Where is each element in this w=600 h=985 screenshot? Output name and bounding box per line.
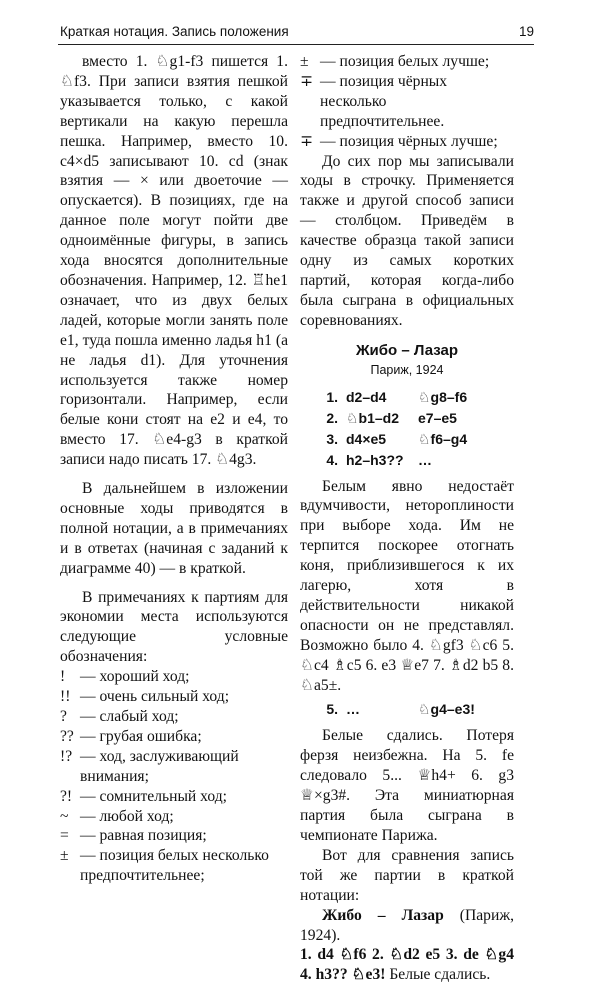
paragraph-column-notation: До сих пор мы записывали ходы в строчку. Применяется также и другой способ записи — столбцом. Приведём в качестве образца такой записи одну из самых коротких партий, которая когда-либо была сыграна в официальных соревнованиях. [300,152,514,329]
move-table [300,387,514,471]
symbol-list [60,667,288,886]
move-row: 1. d2–d4 ♘g8–f6 [326,388,468,405]
game-title: Жибо – Лазар [355,341,459,359]
running-title: Краткая нотация. Запись положения [60,24,289,39]
symbol-item: ~ — любой ход; [60,807,174,825]
short-game-result: Белые сдались. [385,966,491,984]
symbol-item: = — равная позиция; [60,827,207,845]
move-row: 2. ♘b1–d2 e7–e5 [326,409,457,426]
symbol-item: ? — слабый ход; [60,708,179,725]
symbol-item: !! — очень сильный ход; [60,688,230,706]
move-row: 3. d4×e5 ♘f6–g4 [326,430,468,447]
symbol-item: ± — позиция белых несколько предпочтительнее; [60,847,269,885]
symbol-item: ± — позиция белых лучше; [300,53,490,70]
paragraph-resignation: Белые сдались. Потеря ферзя неизбежна. На 5. fe следовало 5... ♕h4+ 6. g3 ♕×g3#. Эта миниатюрная партия была сыграна в чемпионате Парижа. [300,727,514,844]
paragraph-symbols-intro: В примечаниях к партиям для экономии места используются следующие условные обозначения: [60,588,288,666]
paragraph-comparison: Вот для сравнения запись той же партии в краткой нотации: [300,846,514,904]
symbol-item: ∓ — позиция чёрных лучше; [300,132,498,150]
paragraph-short-game [300,945,514,985]
symbol-item: !? — ход, заслуживающий внимания; [60,747,239,785]
game-place: Париж, 1924 [370,362,444,377]
game-ref-players: Жибо – Лазар [322,906,444,924]
move-row: 4. h2–h3?? … [326,451,432,468]
symbol-item: ∓ — позиция чёрных несколько предпочтительнее. [300,72,448,130]
paragraph-short-notation: вместо 1. ♘g1-f3 пишется 1. ♘f3. При записи взятия пешкой указывается только, с какой вертикали на какую перешла пешка. Например, вместо 10. c4×d5 записывают 10. cd (знак взятия — × или двоеточие — опускается). В позициях, где на данное поле могут пойти две одноимённые фигуры, в запись хода вносятся дополнительные обозначения. Например, 12. ♖he1 означает, что из двух белых ладей, которые могли занять поле e1, туда пошла именно ладья h1 (а не ладья d1). Для уточнения используется также номер горизонтали. Например, если белые кони стоят на e2 и e4, то вместо 17. ♘e4-g3 в краткой записи надо писать 17. ♘4g3. [60,53,288,469]
short-game-moves: 1. d4 ♘f6 2. ♘d2 e5 3. de ♘g4 4. h3?? ♘e3! [300,946,514,984]
move-row: 5. … ♘g4–e3! [326,701,475,718]
paragraph-further: В дальнейшем в изложении основные ходы приводятся в полной нотации, а в примечаниях и в ответах (начиная с заданий к диаграмме 40) — в краткой. [60,480,288,577]
symbol-item: ?? — грубая ошибка; [60,727,202,745]
page-number: 19 [518,24,534,39]
paragraph-commentary: Белым явно недостаёт вдумчивости, нетороплиности при выборе хода. Им не терпится поскорее отогнать коня, приблизившегося к их лагерю, хотя в действительности никакой опасности он не представлял. Возможно было 4. ♘gf3 ♘c6 5. ♘c4 ♗c5 6. e3 ♕e7 7. ♗d2 b5 8. ♘a5±. [300,477,514,694]
running-header [58,22,534,45]
symbol-list-continued [300,52,514,152]
left-column [60,52,288,886]
game-ref-place: (Париж, 1924). [300,906,514,944]
symbol-item: ! — хороший ход; [60,668,190,686]
right-column [300,52,514,985]
symbol-item: ?! — сомнительный ход; [60,787,227,805]
move-table-continued [300,699,514,720]
paragraph-game-ref [300,906,514,946]
